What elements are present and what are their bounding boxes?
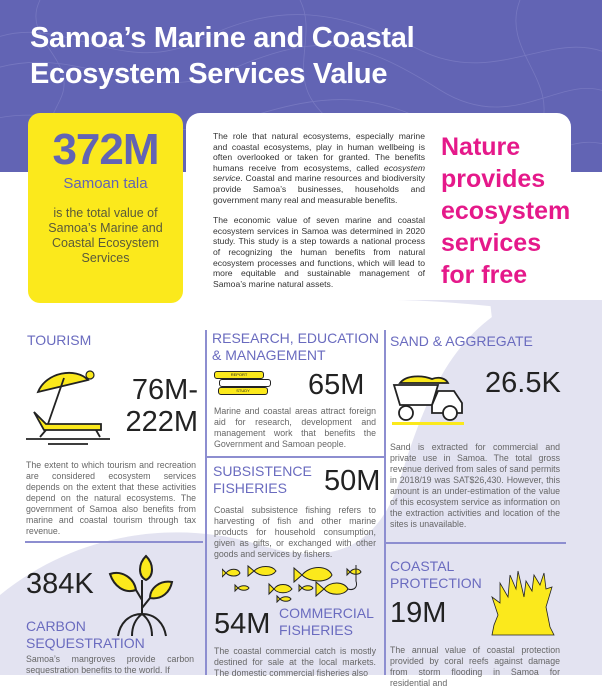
- intro-text: [213, 131, 425, 299]
- title-line-1: Samoa’s Marine and Coastal: [30, 22, 415, 54]
- book-report: REPORT: [214, 371, 264, 379]
- sand-text: Sand is extracted for commercial and private use in Samoa. The total gross revenue derived from sales of sand permits in 2018/19 was SAT$26,430. However, this amount is an under-estimation of the value of this ecosystem service as information on the extraction activities and location of the sites is unavailable.: [390, 442, 560, 529]
- book-study: STUDY: [218, 387, 268, 395]
- row-divider: [207, 456, 384, 458]
- books-icon: [214, 371, 274, 399]
- carbon-title: CARBON SEQUESTRATION: [26, 618, 145, 651]
- sand-value: 26.5K: [485, 367, 561, 399]
- coastal-value: 19M: [390, 597, 447, 629]
- intro-paragraph-2: The economic value of seven marine and coastal ecosystem services in Samoa was determined in 2020 study. This study is a step towards a national process of recognizing the human benefits from natural ecosystem processes and functions, which will lead to more equitable and sustainable management of Samoa’s marine natural assets.: [213, 215, 425, 289]
- intro-p1-b: . Coastal and marine resources and biodiversity provide Samoa’s businesses, households and government many real and measurable benefits.: [213, 173, 425, 205]
- tourism-value: [118, 374, 198, 438]
- research-text: Marine and coastal areas attract foreign aid for research, development and management work that benefits the Government and Samoan people.: [214, 406, 376, 449]
- total-value-card: [28, 113, 183, 303]
- tourism-value-line-2: 222M: [125, 406, 198, 438]
- tourism-value-line-1: 76M-: [131, 374, 198, 406]
- currency-label: Samoan tala: [63, 175, 148, 192]
- column-divider: [205, 330, 207, 675]
- research-value: 65M: [308, 369, 365, 401]
- row-divider: [386, 542, 566, 544]
- tourism-title: TOURISM: [27, 332, 92, 348]
- commercial-text: The coastal commercial catch is mostly destined for sale at the local markets. The domestic commercial fisheries also: [214, 646, 376, 678]
- tourism-text: The extent to which tourism and recreation are considered ecosystem services depends on the extent that these activities depend on the natural ecosystems. The government of Samoa also benefits from marine and coastal tourism through tax revenue.: [26, 460, 196, 536]
- beach-umbrella-icon: [26, 362, 111, 447]
- dump-truck-icon: [392, 373, 468, 425]
- fish-school-icon: [222, 563, 367, 603]
- subsistence-title: SUBSISTENCE FISHERIES: [213, 463, 312, 496]
- intro-paragraph-1: [213, 131, 425, 205]
- total-value: 372M: [52, 125, 159, 174]
- subsistence-text: Coastal subsistence fishing refers to harvesting of fish and other marine products for household consumption, given as gifts, or exchanged with other goods and services by fishers.: [214, 505, 376, 559]
- carbon-text: Samoa’s mangroves provide carbon sequestration benefits to the world. If: [26, 654, 194, 675]
- page-title: [30, 20, 414, 92]
- column-divider: [384, 330, 386, 675]
- intro-p1-a: The role that natural ecosystems, especially marine and coastal ecosystems, play in human wellbeing is often overlooked or taken for granted. The benefits humans receive from ecosystems, called: [213, 131, 425, 173]
- intro-p1-em: ecosystem service: [213, 162, 425, 184]
- research-title: RESEARCH, EDUCATION & MANAGEMENT: [212, 330, 379, 363]
- tagline: Nature provides ecosystem services for free: [441, 133, 571, 289]
- coral-icon: [488, 567, 558, 637]
- coastal-title: COASTAL PROTECTION: [390, 558, 482, 591]
- row-divider: [25, 541, 203, 543]
- total-description: is the total value of Samoa’s Marine and Coastal Ecosystem Services: [48, 206, 163, 265]
- sand-title: SAND & AGGREGATE: [390, 333, 533, 349]
- book-plain: [219, 379, 271, 387]
- commercial-value: 54M: [214, 608, 271, 640]
- title-line-2: Ecosystem Services Value: [30, 58, 388, 90]
- commercial-title: COMMERCIAL FISHERIES: [279, 605, 374, 638]
- subsistence-value: 50M: [324, 465, 381, 497]
- carbon-value: 384K: [26, 568, 94, 600]
- coastal-text: The annual value of coastal protection provided by coral reefs against damage from storm flooding in Samoa for residential and: [390, 645, 560, 688]
